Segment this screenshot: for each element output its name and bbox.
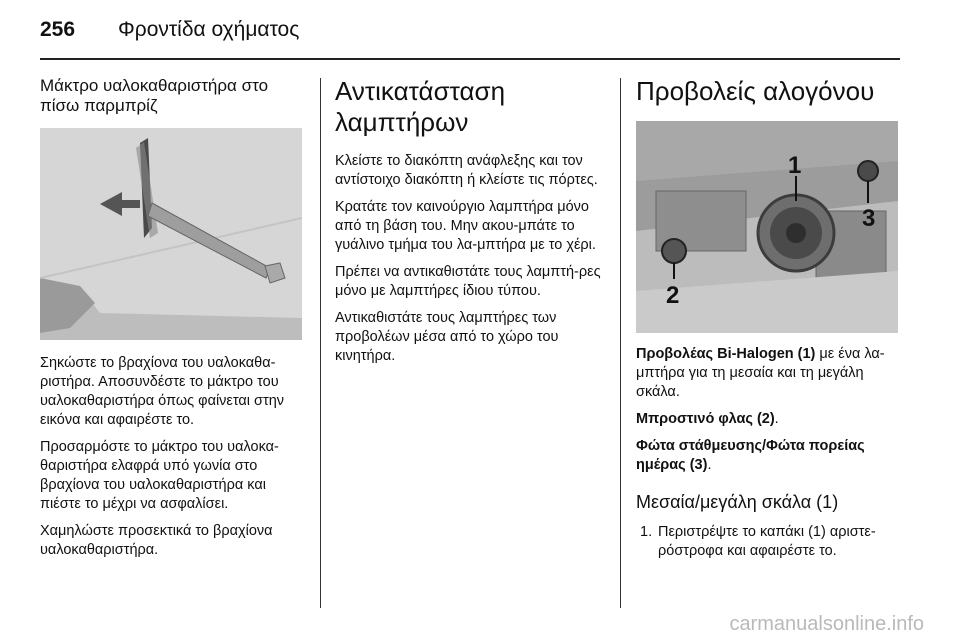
item-bi-halogen-label: Προβολέας Bi-Halogen (1) [636,346,816,362]
step-1-text: Περιστρέψτε το καπάκι (1) αριστε-ρόστροφα και αφαιρέστε το. [658,524,876,559]
item-parking-lights-text: . [707,457,712,473]
col1-paragraph-3: Χαμηλώστε προσεκτικά το βραχίονα υαλοκαθαριστήρα. [40,523,273,558]
step-1-number: 1. [640,524,653,540]
column-halogen-headlights [636,76,902,561]
col1-paragraph-1: Σηκώστε το βραχίονα του υαλοκαθα-ριστήρα. Αποσυνδέστε το μάκτρο του υαλοκαθαριστήρα όπως φαίνεται στην εικόνα και αφαιρέστε το. [40,355,285,428]
section-title-rear-wiper: Μάκτρο υαλοκαθαριστήρα στο πίσω παρμπρίζ [40,76,269,115]
subsection-title-beam: Μεσαία/μεγάλη σκάλα (1) [636,492,839,512]
header-rule [40,58,900,60]
wiper-blade-illustration [40,128,302,340]
item-bi-halogen [636,345,902,402]
item-parking-lights [636,437,902,475]
figure-label-1: 1 [788,152,802,179]
item-front-indicator-label: Μπροστινό φλας (2) [636,411,775,427]
wiper-blade-figure [40,128,302,340]
headlight-figure [636,121,898,333]
item-parking-lights-label: Φώτα στάθμευσης/Φώτα πορείας ημέρας (3) [636,438,865,473]
figure-label-3: 3 [862,205,876,232]
item-bi-halogen-text: με ένα λα-μπτήρα για τη μεσαία και τη μεγάλη σκάλα. [636,346,885,400]
col2-paragraph-4: Αντικαθιστάτε τους λαμπτήρες των προβολέων μέσα από το χώρο του κινητήρα. [335,310,559,364]
headlight-illustration [636,121,898,333]
item-front-indicator [636,410,902,429]
watermark: carmanualsonline.info [729,613,924,635]
page-number: 256 [40,18,76,41]
figure-label-2: 2 [666,282,680,309]
page-header-title: Φροντίδα οχήματος [118,18,300,41]
column-divider-left [320,78,321,608]
column-bulb-replacement [335,76,601,374]
col2-paragraph-3: Πρέπει να αντικαθιστάτε τους λαμπτή-ρες μόνο με λαμπτήρες ίδιου τύπου. [335,264,601,299]
item-front-indicator-text: . [774,411,779,427]
column-wiper-blade [40,76,306,568]
col1-paragraph-2: Προσαρμόστε το μάκτρο του υαλοκα-θαριστήρα ελαφρά υπό γωνία στο βραχίονα του υαλοκαθαριστήρα και πιέστε το μέχρι να ασφαλίσει. [40,439,279,512]
step-1 [640,523,902,561]
col2-paragraph-2: Κρατάτε τον καινούργιο λαμπτήρα μόνο από τη βάση του. Μην ακου-μπάτε το γυάλινο τμήμα του λα-μπτήρα με το χέρι. [335,199,596,253]
column-divider-right [620,78,621,608]
col2-paragraph-1: Κλείστε το διακόπτη ανάφλεξης και τον αντίστοιχο διακόπτη ή κλείστε τις πόρτες. [335,153,598,188]
section-title-halogen: Προβολείς αλογόνου [636,76,875,106]
section-title-bulb-replacement: Αντικατάσταση λαμπτήρων [335,76,506,137]
